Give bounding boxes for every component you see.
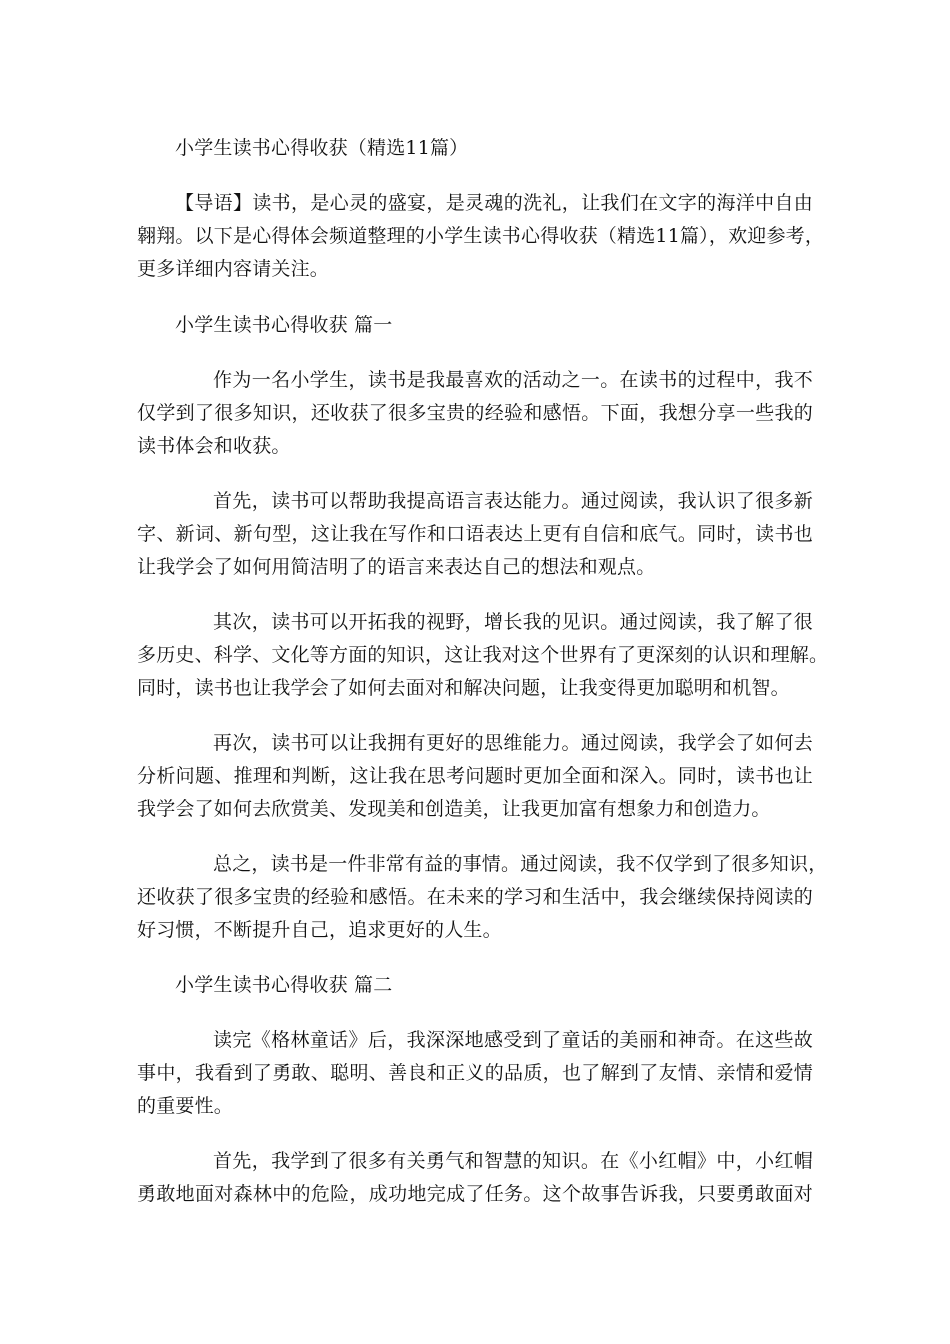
paragraph-line: 其次，读书可以开拓我的视野，增长我的见识。通过阅读，我了解了很: [213, 611, 813, 633]
paragraph-line: 仅学到了很多知识，还收获了很多宝贵的经验和感悟。下面，我想分享一些我的: [137, 402, 813, 424]
section-heading: 小学生读书心得收获 篇二: [175, 974, 393, 996]
intro-line: 更多详细内容请关注。: [137, 258, 330, 280]
section-heading: 小学生读书心得收获 篇一: [175, 314, 393, 336]
paragraph-line: 好习惯，不断提升自己，追求更好的人生。: [137, 919, 502, 941]
paragraph-line: 作为一名小学生，读书是我最喜欢的活动之一。在读书的过程中，我不: [213, 369, 813, 391]
paragraph-line: 总之，读书是一件非常有益的事情。通过阅读，我不仅学到了很多知识，: [213, 853, 828, 875]
paragraph-line: 的重要性。: [137, 1095, 234, 1117]
paragraph-line: 事中，我看到了勇敢、聪明、善良和正义的品质，也了解到了友情、亲情和爱情: [137, 1062, 813, 1084]
paragraph-line: 读书体会和收获。: [137, 435, 291, 457]
intro-line: 翱翔。以下是心得体会频道整理的小学生读书心得收获（精选11篇），欢迎参考，: [137, 225, 825, 247]
paragraph-line: 读完《格林童话》后，我深深地感受到了童话的美丽和神奇。在这些故: [213, 1029, 813, 1051]
paragraph-line: 再次，读书可以让我拥有更好的思维能力。通过阅读，我学会了如何去: [213, 732, 813, 754]
paragraph-line: 多历史、科学、文化等方面的知识，这让我对这个世界有了更深刻的认识和理解。: [137, 644, 829, 666]
paragraph-line: 字、新词、新句型，这让我在写作和口语表达上更有自信和底气。同时，读书也: [137, 523, 813, 545]
paragraph-line: 首先，我学到了很多有关勇气和智慧的知识。在《小红帽》中，小红帽: [213, 1150, 813, 1172]
intro-line: 【导语】读书，是心灵的盛宴，是灵魂的洗礼，让我们在文字的海洋中自由: [175, 192, 813, 214]
paragraph-line: 勇敢地面对森林中的危险，成功地完成了任务。这个故事告诉我，只要勇敢面对: [137, 1183, 813, 1205]
paragraph-line: 首先，读书可以帮助我提高语言表达能力。通过阅读，我认识了很多新: [213, 490, 813, 512]
document-title: 小学生读书心得收获（精选11篇）: [175, 137, 469, 159]
paragraph-line: 分析问题、推理和判断，这让我在思考问题时更加全面和深入。同时，读书也让: [137, 765, 813, 787]
paragraph-line: 我学会了如何去欣赏美、发现美和创造美，让我更加富有想象力和创造力。: [137, 798, 771, 820]
paragraph-line: 让我学会了如何用简洁明了的语言来表达自己的想法和观点。: [137, 556, 656, 578]
paragraph-line: 同时，读书也让我学会了如何去面对和解决问题，让我变得更加聪明和机智。: [137, 677, 790, 699]
paragraph-line: 还收获了很多宝贵的经验和感悟。在未来的学习和生活中，我会继续保持阅读的: [137, 886, 813, 908]
